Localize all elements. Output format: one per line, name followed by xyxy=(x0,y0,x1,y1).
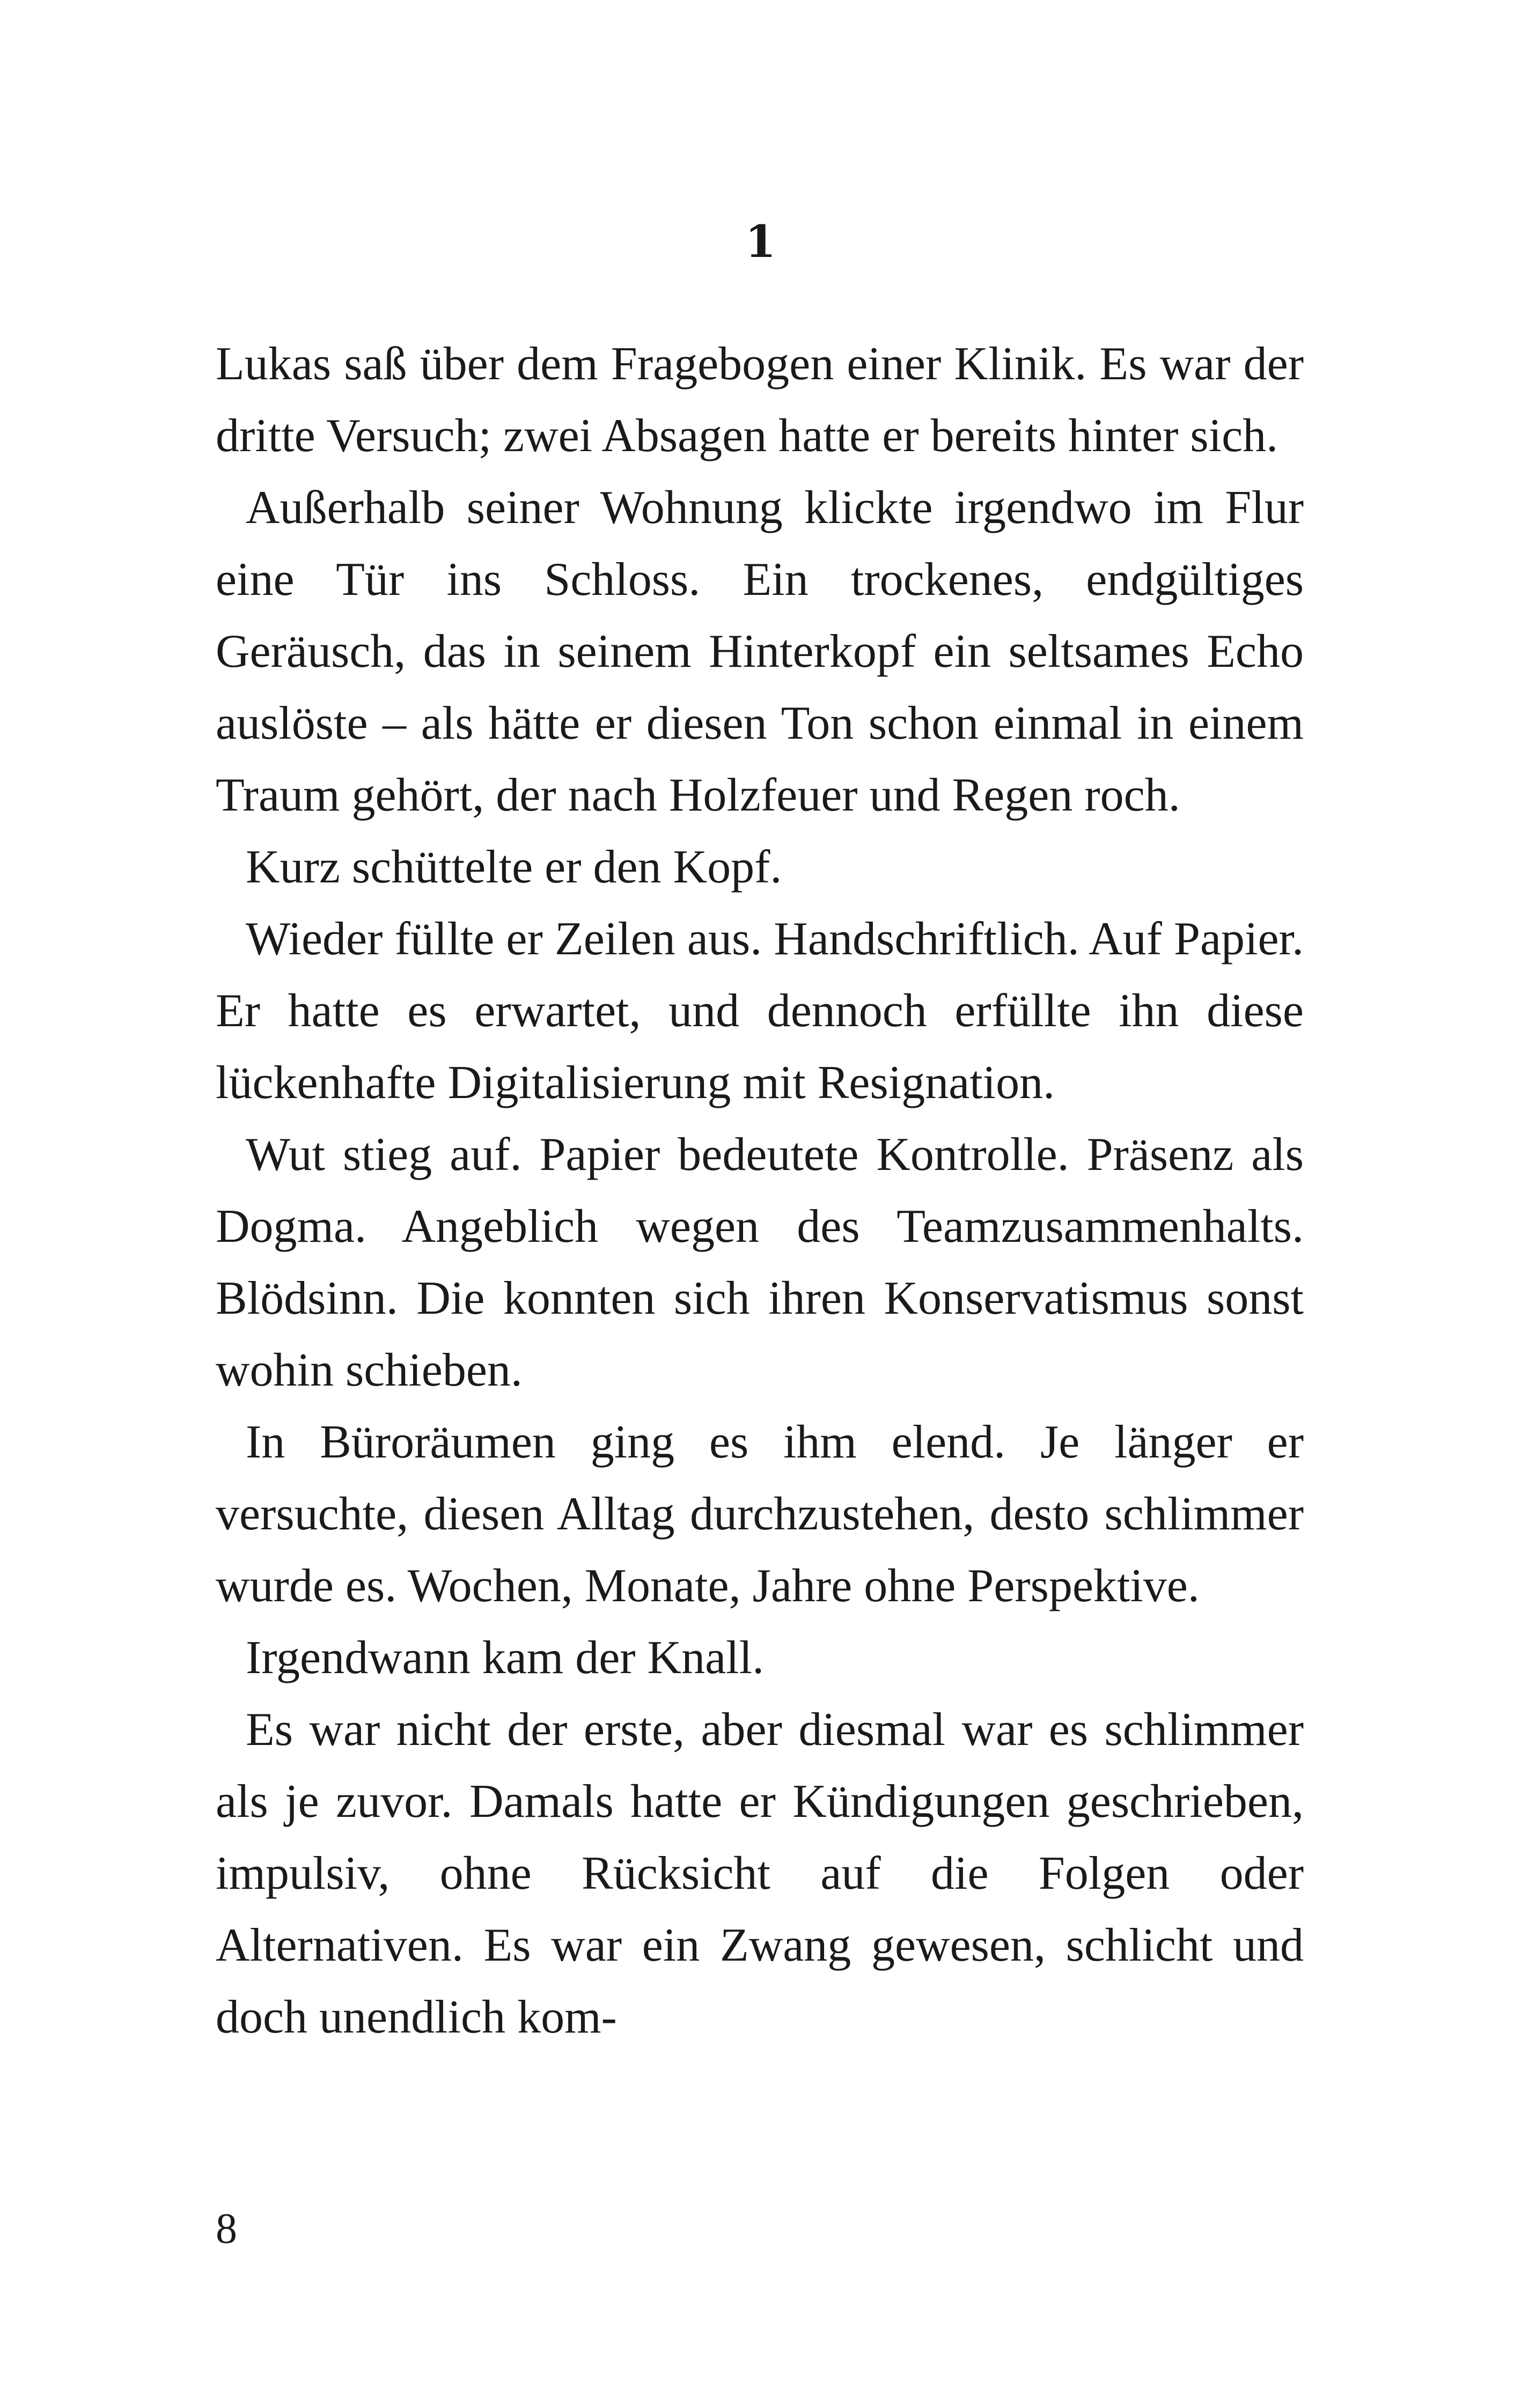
paragraph: In Büroräumen ging es ihm elend. Je länger er versuchte, diesen Alltag durchzustehen, desto schlimmer wurde es. Wochen, Monate, Jahre ohne Perspektive. xyxy=(216,1416,1304,1612)
chapter-number: 1 xyxy=(745,216,776,268)
paragraph: Es war nicht der erste, aber diesmal war es schlimmer als je zuvor. Damals hatte er Kündigungen geschrieben, impulsiv, ohne Rücksicht auf die Folgen oder Alternativen. Es war ein Zwang gewesen, schlicht und doch unendlich kom- xyxy=(216,1704,1304,2043)
paragraph: Wut stieg auf. Papier bedeutete Kontrolle. Präsenz als Dogma. Angeblich wegen des Teamzusammenhalts. Blödsinn. Die konnten sich ihren Konservatismus sonst wohin schieben. xyxy=(216,1129,1304,1396)
paragraph: Lukas saß über dem Fragebogen einer Klinik. Es war der dritte Versuch; zwei Absagen hatte er bereits hinter sich. xyxy=(216,338,1304,462)
body-text xyxy=(216,328,1304,2053)
paragraph: Irgendwann kam der Knall. xyxy=(246,1632,765,1684)
page-number: 8 xyxy=(216,2205,237,2252)
paragraph: Außerhalb seiner Wohnung klickte irgendwo im Flur eine Tür ins Schloss. Ein trockenes, endgültiges Geräusch, das in seinem Hinterkopf ein seltsames Echo auslöste – als hätte er diesen Ton schon einmal in einem Traum gehört, der nach Holzfeuer und Regen roch. xyxy=(216,482,1304,821)
paragraph: Wieder füllte er Zeilen aus. Handschriftlich. Auf Papier. Er hatte es erwartet, und dennoch erfüllte ihn diese lückenhafte Digitalisierung mit Resignation. xyxy=(216,913,1304,1109)
paragraph: Kurz schüttelte er den Kopf. xyxy=(246,841,782,893)
